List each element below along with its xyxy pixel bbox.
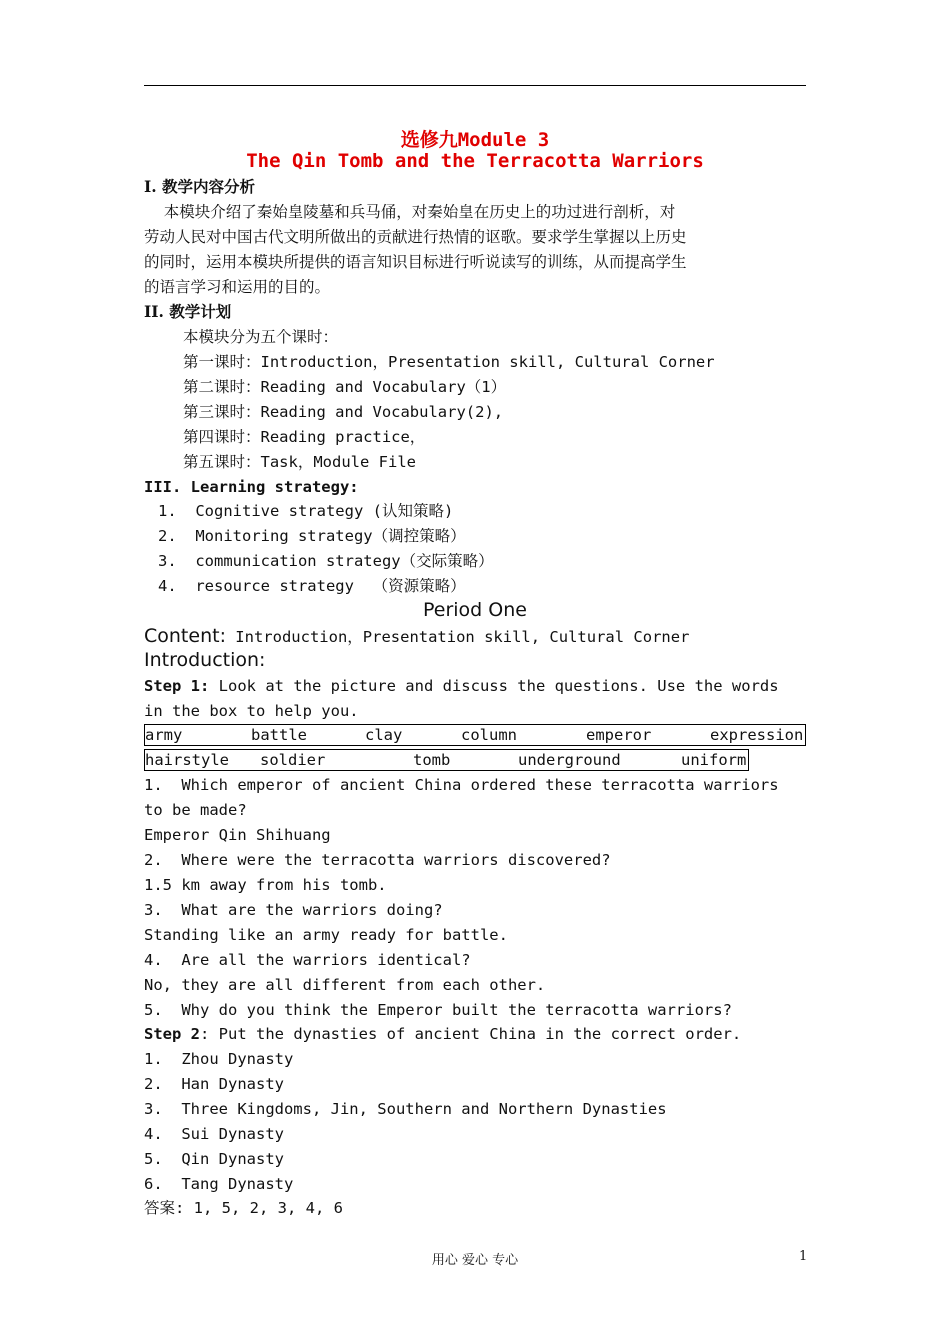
strategy-item: 3. communication strategy（交际策略）: [158, 552, 494, 570]
step2-label: Step 2: [144, 1025, 200, 1043]
strategy-item: 2. Monitoring strategy（调控策略）: [158, 527, 466, 545]
section1-heading: I. 教学内容分析: [144, 177, 256, 196]
introduction-heading: Introduction:: [144, 649, 266, 671]
word-box-item: underground: [518, 751, 621, 769]
section1-para-line: 的语言学习和运用的目的。: [144, 278, 331, 296]
dynasty-item: 4. Sui Dynasty: [144, 1125, 284, 1143]
dynasty-item: 2. Han Dynasty: [144, 1075, 284, 1093]
content-line: [144, 626, 689, 647]
step1-line: [144, 676, 779, 696]
doc-title-line2: The Qin Tomb and the Terracotta Warriors: [246, 150, 704, 172]
lesson-item: 第四课时：Reading practice，: [183, 428, 426, 446]
section3-heading: III. Learning strategy:: [144, 478, 359, 496]
step1-text-line2: in the box to help you.: [144, 702, 359, 720]
section1-para-line: 本模块介绍了秦始皇陵墓和兵马俑，对秦始皇在历史上的功过进行剖析，对: [144, 203, 676, 221]
lesson-item: 第二课时：Reading and Vocabulary（1）: [183, 378, 507, 396]
content-label: Content:: [144, 625, 226, 647]
header-rule: [144, 85, 806, 86]
step2-line: [144, 1024, 741, 1044]
qa-line: 1.5 km away from his tomb.: [144, 876, 387, 894]
word-box-item: expression: [710, 726, 804, 744]
step2-text: : Put the dynasties of ancient China in the correct order.: [200, 1025, 742, 1043]
step1-label: Step 1:: [144, 677, 210, 695]
word-box-item: army: [145, 726, 183, 744]
word-box-item: hairstyle: [145, 751, 229, 769]
word-box-item: column: [461, 726, 517, 744]
word-box-item: clay: [365, 726, 403, 744]
content-text: Introduction，Presentation skill, Cultural Corner: [225, 628, 690, 646]
section2-intro: 本模块分为五个课时：: [183, 328, 339, 346]
qa-line: Standing like an army ready for battle.: [144, 926, 508, 944]
word-box-item: uniform: [681, 751, 747, 769]
dynasty-item: 3. Three Kingdoms, Jin, Southern and Northern Dynasties: [144, 1100, 667, 1118]
period-heading: Period One: [423, 599, 527, 621]
dynasty-item: 6. Tang Dynasty: [144, 1175, 294, 1193]
section1-para-line: 劳动人民对中国古代文明所做出的贡献进行热情的讴歌。要求学生掌握以上历史: [144, 228, 687, 246]
word-box-item: emperor: [586, 726, 652, 744]
answer-line: 答案: 1, 5, 2, 3, 4, 6: [144, 1199, 343, 1217]
qa-line: 4. Are all the warriors identical?: [144, 951, 471, 969]
page-number: 1: [799, 1249, 808, 1264]
qa-line: 5. Why do you think the Emperor built the terracotta warriors?: [144, 1001, 732, 1019]
word-box-item: tomb: [413, 751, 451, 769]
word-box-row1: [144, 724, 806, 746]
strategy-item: 1. Cognitive strategy (认知策略): [158, 502, 454, 520]
qa-line: to be made?: [144, 801, 247, 819]
section2-heading: II. 教学计划: [144, 302, 232, 321]
page-footer: 用心 爱心 专心: [431, 1253, 519, 1268]
word-box-item: soldier: [260, 751, 326, 769]
lesson-item: 第五课时：Task，Module File: [183, 453, 416, 471]
doc-title-line1: 选修九Module 3: [400, 129, 550, 151]
qa-line: Emperor Qin Shihuang: [144, 826, 331, 844]
step1-text: Look at the picture and discuss the questions. Use the words: [209, 677, 779, 695]
qa-line: 1. Which emperor of ancient China ordered these terracotta warriors: [144, 776, 779, 794]
lesson-item: 第三课时：Reading and Vocabulary(2),: [183, 403, 504, 421]
word-box-row2: [144, 749, 749, 771]
section1-para-line: 的同时，运用本模块所提供的语言知识目标进行听说读写的训练，从而提高学生: [144, 253, 687, 271]
word-box-item: battle: [251, 726, 307, 744]
dynasty-item: 5. Qin Dynasty: [144, 1150, 284, 1168]
strategy-item: 4. resource strategy （资源策略）: [158, 577, 466, 595]
lesson-item: 第一课时：Introduction，Presentation skill, Cultural Corner: [183, 353, 715, 371]
qa-line: No, they are all different from each other.: [144, 976, 546, 994]
qa-line: 3. What are the warriors doing?: [144, 901, 443, 919]
qa-line: 2. Where were the terracotta warriors discovered?: [144, 851, 611, 869]
dynasty-item: 1. Zhou Dynasty: [144, 1050, 294, 1068]
